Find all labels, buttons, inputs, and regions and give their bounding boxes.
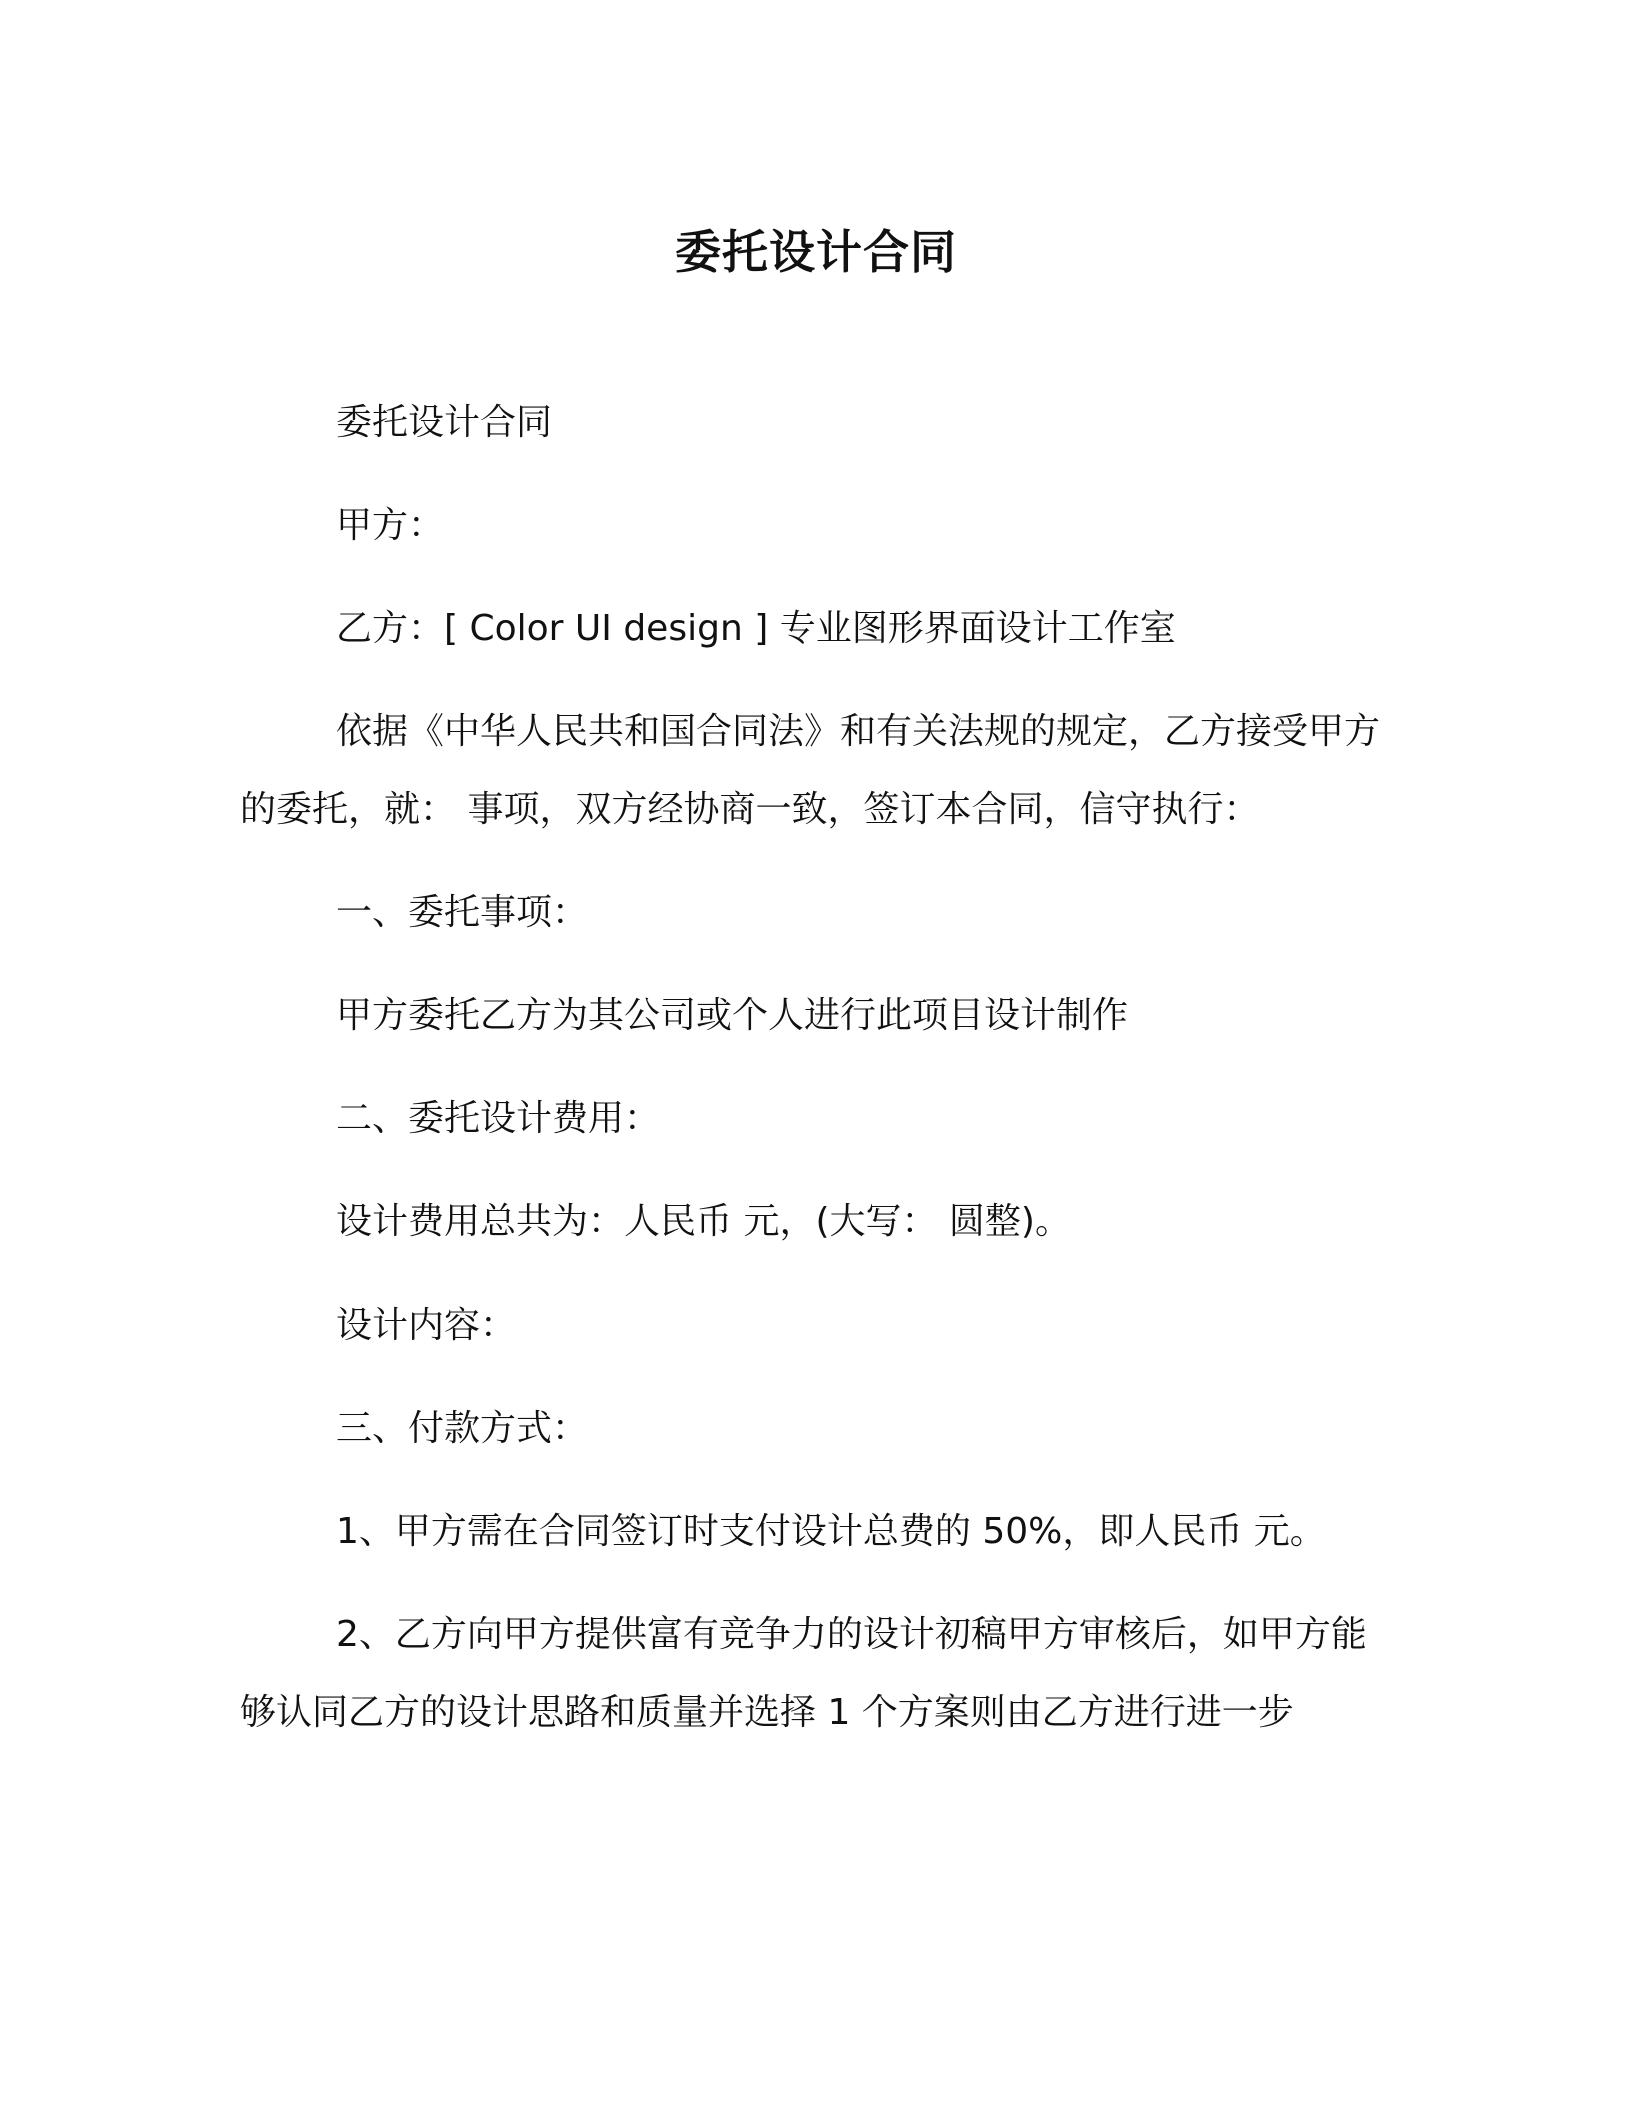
paragraph-design-content: 设计内容： [336,1305,517,1346]
paragraph-party-b: 乙方：[ Color UI design ] 专业图形界面设计工作室 [336,608,1176,649]
section-heading-payment-method: 三、付款方式： [336,1408,589,1449]
paragraph-legal-basis: 依据《中华人民共和国合同法》和有关法规的规定，乙方接受甲方的委托，就： 事项，双方经协商一致，签订本合同，信守执行： [240,711,1381,830]
section-heading-entrusted-matters: 一、委托事项： [336,892,589,933]
section-heading-design-fee: 二、委托设计费用： [336,1098,661,1139]
paragraph-payment-item-1: 1、甲方需在合同签订时支付设计总费的 50%，即人民币 元。 [336,1511,1326,1552]
paragraph-payment-item-2: 2、乙方向甲方提供富有竞争力的设计初稿甲方审核后，如甲方能够认同乙方的设计思路和质量并选择 1 个方案则由乙方进行进一步 [240,1614,1367,1733]
paragraph-party-a: 甲方： [336,505,445,546]
paragraph-contract-name: 委托设计合同 [336,402,553,443]
document-title: 委托设计合同 [675,225,957,279]
paragraph-entrusted-matters: 甲方委托乙方为其公司或个人进行此项目设计制作 [336,995,1129,1036]
paragraph-design-fee-total: 设计费用总共为：人民币 元，(大写： 圆整)。 [336,1201,1071,1242]
